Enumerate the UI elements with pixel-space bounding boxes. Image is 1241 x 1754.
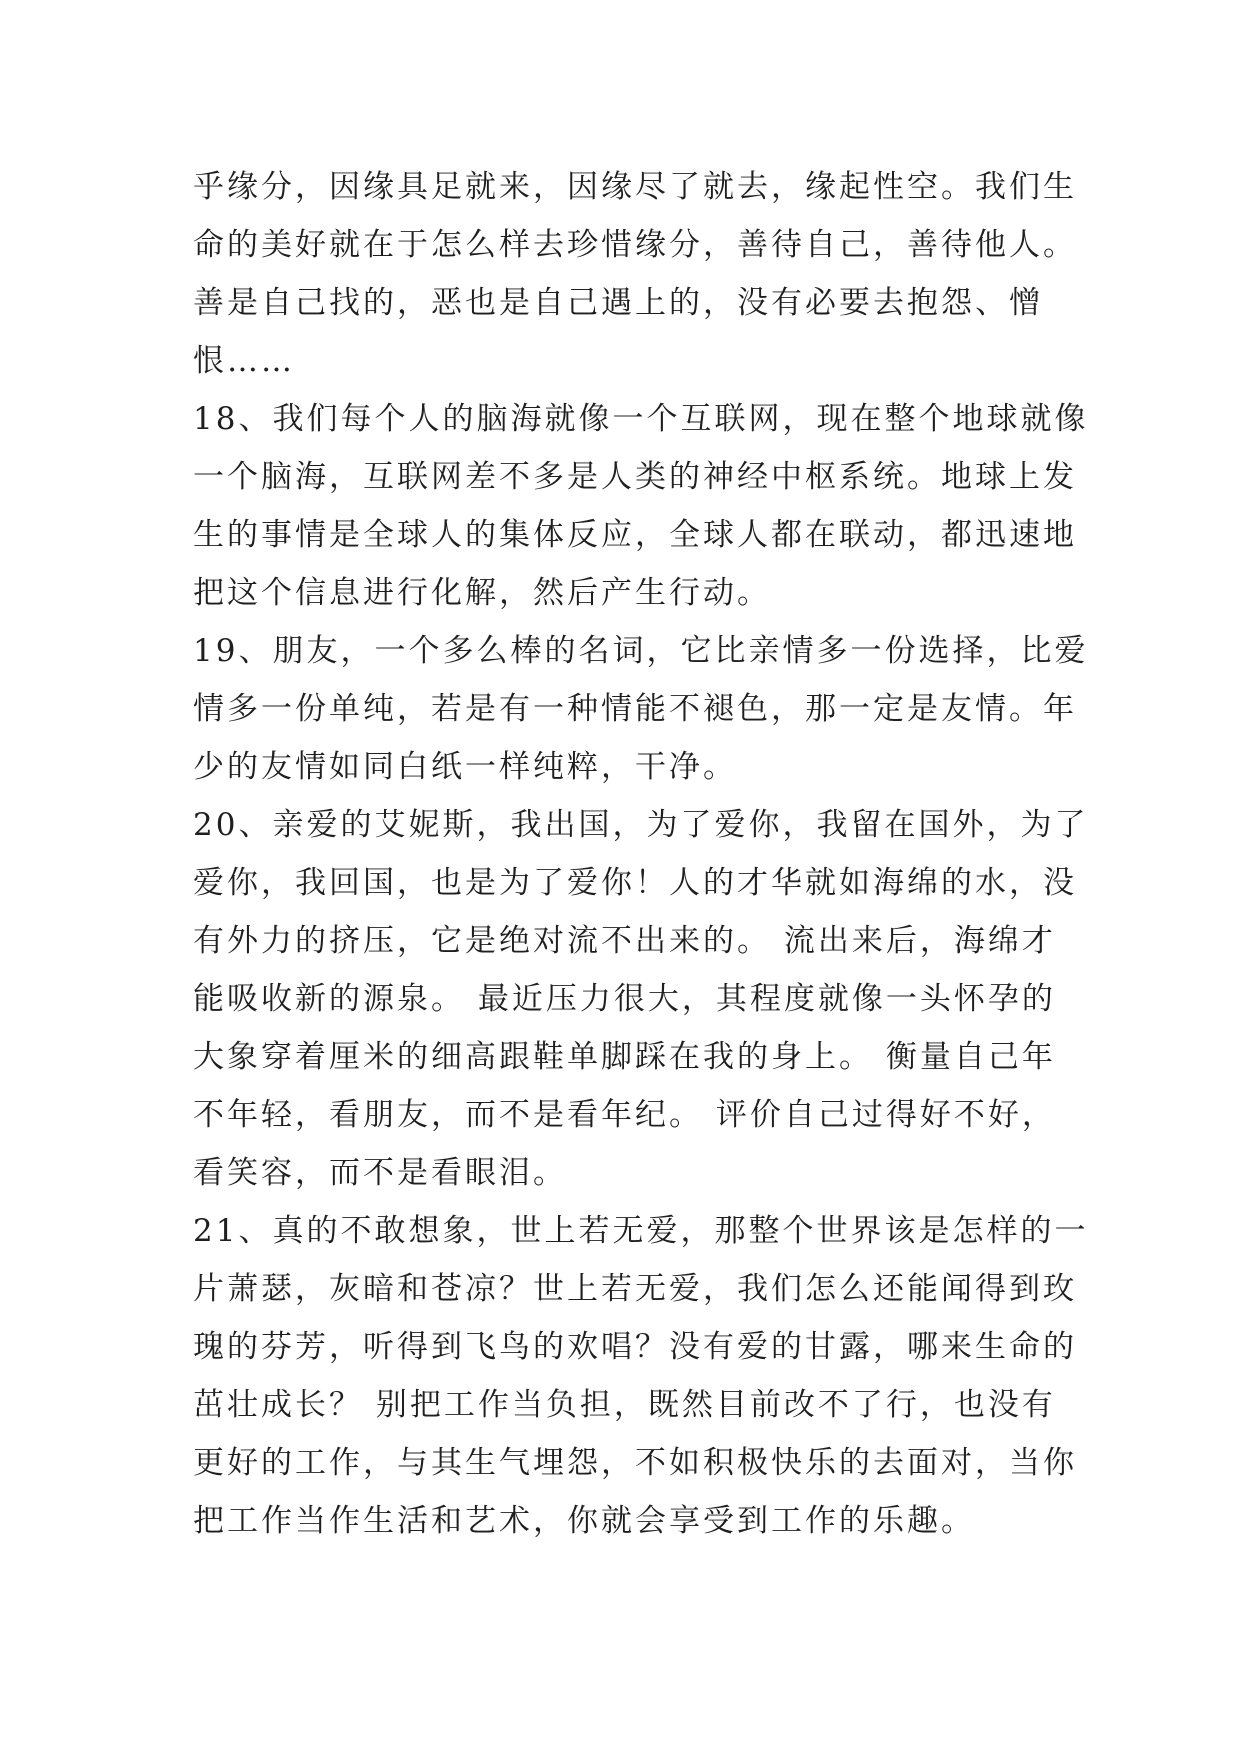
text-line: 大象穿着厘米的细高跟鞋单脚踩在我的身上。 衡量自己年	[193, 1039, 1056, 1075]
text-line: 20、亲爱的艾妮斯，我出国，为了爱你，我留在国外，为了	[193, 807, 1089, 843]
text-line: 能吸收新的源泉。 最近压力很大，其程度就像一头怀孕的	[193, 981, 1056, 1017]
text-line: 把这个信息进行化解，然后产生行动。	[193, 575, 771, 611]
text-line: 18、我们每个人的脑海就像一个互联网，现在整个地球就像	[193, 401, 1089, 437]
text-line: 情多一份单纯，若是有一种情能不褪色，那一定是友情。年	[193, 691, 1077, 727]
text-line: 命的美好就在于怎么样去珍惜缘分，善待自己，善待他人。	[193, 227, 1077, 263]
document-body	[193, 158, 1089, 1550]
text-line: 有外力的挤压，它是绝对流不出来的。 流出来后，海绵才	[193, 923, 1056, 959]
text-line: 更好的工作，与其生气埋怨，不如积极快乐的去面对，当你	[193, 1445, 1077, 1481]
text-line: 善是自己找的，恶也是自己遇上的，没有必要去抱怨、憎	[193, 285, 1043, 321]
text-line: 不年轻，看朋友，而不是看年纪。 评价自己过得好不好，	[193, 1097, 1056, 1133]
text-line: 片萧瑟，灰暗和苍凉？世上若无爱，我们怎么还能闻得到玫	[193, 1271, 1077, 1307]
text-line: 恨……	[193, 343, 295, 379]
text-line: 爱你，我回国，也是为了爱你！人的才华就如海绵的水，没	[193, 865, 1077, 901]
text-line: 瑰的芬芳，听得到飞鸟的欢唱？没有爱的甘露，哪来生命的	[193, 1329, 1077, 1365]
text-line: 看笑容，而不是看眼泪。	[193, 1155, 567, 1191]
text-line: 把工作当作生活和艺术，你就会享受到工作的乐趣。	[193, 1503, 975, 1539]
text-line: 19、朋友，一个多么棒的名词，它比亲情多一份选择，比爱	[193, 633, 1089, 669]
text-line: 少的友情如同白纸一样纯粹，干净。	[193, 749, 737, 785]
text-line: 乎缘分，因缘具足就来，因缘尽了就去，缘起性空。我们生	[193, 169, 1077, 205]
text-line: 生的事情是全球人的集体反应，全球人都在联动，都迅速地	[193, 517, 1077, 553]
text-line: 一个脑海，互联网差不多是人类的神经中枢系统。地球上发	[193, 459, 1077, 495]
text-line: 21、真的不敢想象，世上若无爱，那整个世界该是怎样的一	[193, 1213, 1089, 1249]
text-line: 茁壮成长？ 别把工作当负担，既然目前改不了行，也没有	[193, 1387, 1056, 1423]
